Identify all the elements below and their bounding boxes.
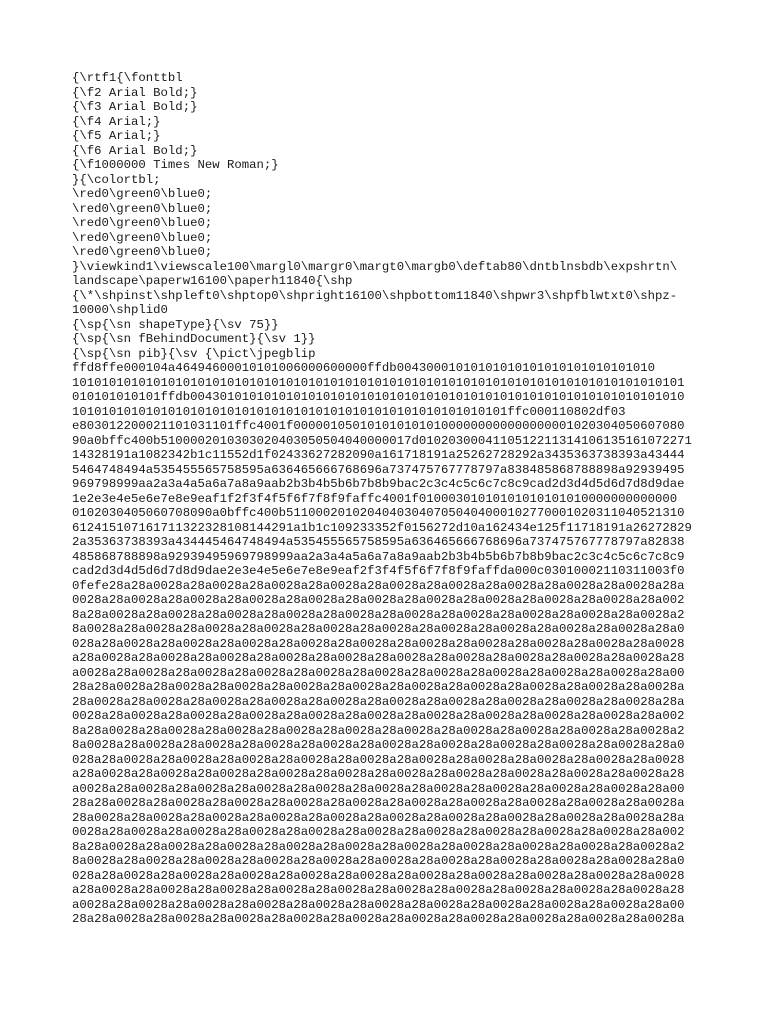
text-line: {\f2 Arial Bold;} [72,85,198,100]
text-line: a28a0028a28a0028a28a0028a28a0028a28a0028a28a0028a28a0028a28a0028a28a0028a28a0028a28 [72,767,685,781]
text-line: 612415107161711322328108144291a1b1c109233352f0156272d10a162434e125f11718191a26272829 [72,520,692,535]
text-line: a28a0028a28a0028a28a0028a28a0028a28a0028a28a0028a28a0028a28a0028a28a0028a28a0028a28 [72,651,685,665]
text-line: a28a0028a28a0028a28a0028a28a0028a28a0028a28a0028a28a0028a28a0028a28a0028a28a0028a28 [72,883,685,897]
text-line: {\sp{\sn pib}{\sv {\pict\jpegblip [72,346,316,361]
text-line: 0028a28a0028a28a0028a28a0028a28a0028a28a0028a28a0028a28a0028a28a0028a28a0028a28a002 [72,593,685,607]
rtf-source-text [72,71,712,927]
text-line: \red0\green0\blue0; [72,245,213,259]
text-line: 28a0028a28a0028a28a0028a28a0028a28a0028a28a0028a28a0028a28a0028a28a0028a28a0028a28a [72,694,685,709]
text-line: \red0\green0\blue0; [72,230,213,245]
text-line: {\sp{\sn shapeType}{\sv 75}} [72,317,279,332]
text-line: 0028a28a0028a28a0028a28a0028a28a0028a28a0028a28a0028a28a0028a28a0028a28a0028a28a002 [72,825,685,839]
text-line: {\f1000000 Times New Roman;} [72,158,279,172]
text-line: a0028a28a0028a28a0028a28a0028a28a0028a28a0028a28a0028a28a0028a28a0028a28a0028a28a00 [72,781,685,796]
text-line: {\rtf1{\fonttbl [72,71,183,85]
text-line: 8a28a0028a28a0028a28a0028a28a0028a28a0028a28a0028a28a0028a28a0028a28a0028a28a0028a2 [72,839,685,854]
text-line: 028a28a0028a28a0028a28a0028a28a0028a28a0028a28a0028a28a0028a28a0028a28a0028a28a0028 [72,636,685,651]
text-line: \red0\green0\blue0; [72,187,213,201]
text-line: }{\colortbl; [72,172,161,187]
text-line: e803012200021101031101ffc4001f00000105010101010101000000000000000001020304050607080 [72,419,685,433]
text-line: 010101010101ffdb0043010101010101010101010101010101010101010101010101010101010101010 [72,390,685,404]
text-line: 10101010101010101010101010101010101010101010101010101010101ffc000110802df03 [72,404,626,419]
text-line: 8a28a0028a28a0028a28a0028a28a0028a28a0028a28a0028a28a0028a28a0028a28a0028a28a0028a2 [72,607,685,622]
text-line: 1e2e3e4e5e6e7e8e9eaf1f2f3f4f5f6f7f8f9faffc4001f01000301010101010101010000000000000 [72,491,678,506]
text-line: 28a28a0028a28a0028a28a0028a28a0028a28a0028a28a0028a28a0028a28a0028a28a0028a28a0028a [72,912,685,926]
text-line: 028a28a0028a28a0028a28a0028a28a0028a28a0028a28a0028a28a0028a28a0028a28a0028a28a0028 [72,752,685,767]
text-line: 0028a28a0028a28a0028a28a0028a28a0028a28a0028a28a0028a28a0028a28a0028a28a0028a28a002 [72,709,685,723]
text-line: 8a0028a28a0028a28a0028a28a0028a28a0028a28a0028a28a0028a28a0028a28a0028a28a0028a28a0 [72,854,685,868]
text-line: 10000\shplid0 [72,303,168,317]
text-line: landscape\paperw16100\paperh11840{\shp [72,274,353,288]
text-line: \red0\green0\blue0; [72,216,213,230]
text-line: {\f6 Arial Bold;} [72,143,198,158]
text-line: 10101010101010101010101010101010101010101010101010101010101010101010101010101010101 [72,375,685,390]
text-line: 028a28a0028a28a0028a28a0028a28a0028a28a0028a28a0028a28a0028a28a0028a28a0028a28a0028 [72,868,685,883]
text-line: 90a0bffc400b5100002010303020403050504040000017d0102030004110512211314106135161072271 [72,433,692,448]
text-line: 0102030405060708090a0bffc400b511000201020404030407050404000102770001020311040521310 [72,506,685,520]
text-line: 28a28a0028a28a0028a28a0028a28a0028a28a0028a28a0028a28a0028a28a0028a28a0028a28a0028a [72,680,685,694]
text-line: 969798999aa2a3a4a5a6a7a8a9aab2b3b4b5b6b7b8b9bac2c3c4c5c6c7c8c9cad2d3d4d5d6d7d8d9dae [72,477,685,491]
text-line: ffd8ffe000104a46494600010101006000600000ffdb00430001010101010101010101010101010 [72,361,655,375]
text-line: {\f3 Arial Bold;} [72,100,198,114]
text-line: {\*\shpinst\shpleft0\shptop0\shpright16100\shpbottom11840\shpwr3\shpfblwtxt0\shpz- [72,288,678,303]
text-line: cad2d3d4d5d6d7d8d9dae2e3e4e5e6e7e8e9eaf2f3f4f5f6f7f8f9faffda000c03010002110311003f0 [72,564,685,578]
text-line: {\sp{\sn fBehindDocument}{\sv 1}} [72,332,316,346]
text-line: }\viewkind1\viewscale100\margl0\margr0\margt0\margb0\deftab80\dntblnsbdb\expshrtn\ [72,259,678,274]
text-line: 485868788898a92939495969798999aa2a3a4a5a6a7a8a9aab2b3b4b5b6b7b8b9bac2c3c4c5c6c7c8c9 [72,549,685,564]
text-line: {\f5 Arial;} [72,129,161,143]
text-line: a0028a28a0028a28a0028a28a0028a28a0028a28a0028a28a0028a28a0028a28a0028a28a0028a28a00 [72,665,685,680]
text-line: 28a28a0028a28a0028a28a0028a28a0028a28a0028a28a0028a28a0028a28a0028a28a0028a28a0028a [72,796,685,810]
text-line: 28a0028a28a0028a28a0028a28a0028a28a0028a28a0028a28a0028a28a0028a28a0028a28a0028a28a [72,810,685,825]
text-line: 8a28a0028a28a0028a28a0028a28a0028a28a0028a28a0028a28a0028a28a0028a28a0028a28a0028a2 [72,723,685,738]
text-line: 5464748494a535455565758595a636465666768696a737475767778797a838485868788898a92939495 [72,462,685,477]
text-line: 0fefe28a28a0028a28a0028a28a0028a28a0028a28a0028a28a0028a28a0028a28a0028a28a0028a28a [72,578,685,593]
text-line: a0028a28a0028a28a0028a28a0028a28a0028a28a0028a28a0028a28a0028a28a0028a28a0028a28a00 [72,897,685,912]
text-line: 14328191a1082342b1c11552d1f02433627282090a161718191a25262728292a3435363738393a43444 [72,448,685,462]
text-line: {\f4 Arial;} [72,114,161,129]
text-line: 8a0028a28a0028a28a0028a28a0028a28a0028a28a0028a28a0028a28a0028a28a0028a28a0028a28a0 [72,622,685,636]
text-line: 2a35363738393a434445464748494a535455565758595a636465666768696a737475767778797a82838 [72,535,685,549]
text-line: 8a0028a28a0028a28a0028a28a0028a28a0028a28a0028a28a0028a28a0028a28a0028a28a0028a28a0 [72,738,685,752]
text-line: \red0\green0\blue0; [72,201,213,216]
